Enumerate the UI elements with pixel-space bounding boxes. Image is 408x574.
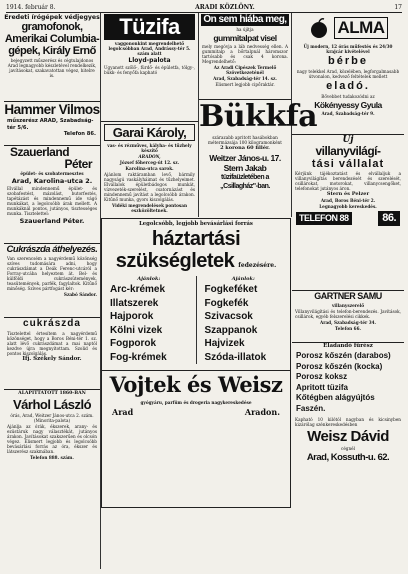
alma-line3: nagy telekkel Arad, közelében, legforgalmasabb útvonalon, kedvező feltételek mellett bbox=[296, 69, 400, 79]
cuk2-signature: Ifj. Székely Sándor. bbox=[22, 356, 82, 362]
haztart-right-col bbox=[197, 276, 291, 364]
garai-name: Garai Károly, bbox=[104, 124, 195, 141]
garai-city: ARADON, bbox=[138, 154, 161, 159]
alma-header bbox=[292, 13, 404, 43]
kiad-role: cégnél bbox=[340, 446, 356, 451]
ad-gummitalp bbox=[199, 14, 291, 100]
villany-address: Arad, Boros Béni-tér 2. bbox=[320, 198, 376, 203]
kiad-title: Eladandó fűrész bbox=[323, 343, 373, 349]
bukk-building: „Csillagház"-ban. bbox=[220, 183, 270, 190]
fuel-item: Apritott tüzifa bbox=[296, 382, 348, 392]
villany-phone: TELEFON 88 bbox=[296, 212, 352, 225]
haztart-left-item: Fogporok bbox=[110, 338, 157, 349]
ad-hammer bbox=[4, 102, 100, 146]
varhol-name: Várhol László bbox=[12, 397, 92, 412]
typewriter-body: bejegyzett műszerész és cégtulajdonos Arad legnagyobb készletével rendelkezik, javításokat, szakavatottan végez, hitelre is. bbox=[7, 58, 97, 78]
haztart-right-title: Ajánlok: bbox=[231, 276, 255, 282]
ad-varhol bbox=[4, 391, 100, 574]
alma-line5: Bővebbet tudakozódni az bbox=[321, 94, 375, 99]
gumi-title: Ön sem hiába meg, bbox=[201, 14, 289, 26]
gumi-line3: gummitalpat visel bbox=[213, 33, 277, 43]
villany-uj: Uj bbox=[342, 135, 354, 145]
kiad-body: Kapható 10 kilótól nagyban és kicsinyben kizárólag szénkereskedésben bbox=[295, 417, 401, 427]
gartner-name: GARTNER SAMU bbox=[314, 291, 382, 301]
ad-szauerland bbox=[4, 146, 100, 244]
bukk-title: Bükkfa bbox=[199, 99, 318, 134]
gumi-line2: ha újítja bbox=[236, 27, 254, 32]
varhol-founded: ALAPITTATOTT 1860-BAN bbox=[18, 391, 86, 396]
garai-address: József főherceg-út 12. sz. bbox=[119, 160, 180, 165]
kiad-name: Weisz Dávid bbox=[307, 428, 389, 445]
bukk-body: szárazabb apritott hasábokban métermázsája 100 kilogramonként bbox=[208, 135, 282, 145]
header-paper-name: ARADI KÖZLÖNY. bbox=[195, 4, 255, 11]
szauer-address: Arad, Karolina-utca 2. bbox=[11, 177, 93, 185]
haztart-right-item: Hajvizek bbox=[204, 338, 245, 349]
vojtek-city-right: Aradon. bbox=[244, 407, 280, 417]
column-1 bbox=[4, 13, 101, 569]
alma-line1: Üj modern, 12 órás műfestés és 24/30 krajcár kivételével bbox=[303, 44, 393, 54]
gartner-address: Arad, Szabadság-tér 34. bbox=[320, 320, 376, 325]
tuzifa-body: vaggononkint megrendelhető legolcsóbban Arad, Andrássy-tér 5. szám alatt bbox=[108, 41, 191, 56]
cukr-title: Cukrászda áthelyezés. bbox=[6, 244, 98, 255]
ad-cukraszda-2 bbox=[4, 318, 100, 390]
szauer-trade: épület- és szobatermesztes bbox=[20, 171, 84, 176]
vojtek-block bbox=[102, 370, 290, 417]
alma-name: Kökényessy Gyula bbox=[314, 100, 382, 110]
column-3 bbox=[199, 13, 318, 217]
vojtek-name: Vojtek és Weisz bbox=[109, 372, 283, 397]
gartner-phone: Telefon 66. bbox=[335, 326, 361, 331]
hammer-phone: Telefon 86. bbox=[63, 131, 96, 137]
garai-foot: Vidéki megrendelések pontosan eszközöltetnek. bbox=[111, 203, 188, 213]
cuk2-body: Tisztelettel értesítem a nagyérdemű közönséget, hogy a Boros Béni-tér 1. sz. alatt lévő cukrászdámat a mai naptól kezdve újra megnyitottam. Szolid és pontos kiszolgálás. bbox=[7, 331, 97, 356]
tuzifa-note: Ugyanott szőlő-, fürdő- és épületfa, tölgy-, bükk- és fenyőfa kapható bbox=[104, 65, 195, 75]
szauer-name-2: Péter bbox=[64, 157, 92, 171]
ad-alma bbox=[292, 13, 404, 135]
villany-body: Kérjünk tájékoztatást és elvállaljuk a villanyvilágítás berendezését és szerelését, csillárokat, motorokat, villanycsengőket, telefonokat jutányos áron. bbox=[295, 171, 401, 191]
haztart-left-item: Hajporok bbox=[110, 311, 154, 322]
ad-garai bbox=[101, 124, 198, 220]
apple-icon bbox=[308, 17, 330, 39]
typewriter-line3: Amerikai Columbia- bbox=[4, 33, 100, 45]
page-header bbox=[6, 4, 402, 13]
kiad-address: Arad, Kossuth-u. 62. bbox=[306, 452, 390, 463]
villany-firm: Stern és Pelzer bbox=[326, 191, 370, 197]
ad-gartner bbox=[292, 291, 404, 343]
szauer-body: Elvállal mindennemű épület- és szobafestést, mázolást, butorfestés, tapétázást és mindennemű ide vágó munkákat, a legolcsóbb árak mellett. A munkáknál pontos, jutányos, tisztességes munka. Tisztelettel: bbox=[7, 186, 97, 216]
varhol-address: órás, Arad, Weitzer János-utca 2. szám. (Minorita-palota) bbox=[10, 413, 94, 423]
alma-line2: bérbe bbox=[328, 55, 368, 67]
garai-address-2: Karolina-utca sarok. bbox=[125, 166, 174, 171]
varhol-phone: Telefon 888. szám. bbox=[30, 455, 74, 460]
varhol-body: Ajánlja az órák, ékszerek, arany- és ezüstáruk nagy választékát, jutányos árakon. Javításokat szakszerűen és olcsón végez. Elismert legjobb és legolcsóbb bevásárlási forrás az óra, ékszer és látszerész szakmában. bbox=[7, 424, 97, 454]
typewriter-line2: gramofonok, bbox=[21, 21, 83, 33]
haztart-left-title: Ajánlok: bbox=[137, 276, 161, 282]
haztart-left-item: Arc-krémek bbox=[110, 284, 166, 295]
szauer-name-1: Szauerland bbox=[10, 145, 70, 159]
ad-cukraszda bbox=[4, 244, 100, 318]
vojtek-city-row bbox=[112, 407, 280, 417]
gumi-address: Arad, Szabadság-tér 14. sz. bbox=[213, 76, 277, 81]
haztart-columns bbox=[102, 276, 290, 364]
ad-typewriter bbox=[4, 14, 100, 102]
vojtek-city-left: Arad bbox=[112, 407, 134, 417]
haztart-left-item: Illatszerek bbox=[110, 297, 159, 309]
bukk-shop: tüzifaüzletében a bbox=[221, 174, 269, 181]
haztart-left-col bbox=[102, 276, 197, 364]
villany-phone-row bbox=[296, 211, 400, 226]
typewriter-line1: Eredeti írógépek védjegyes bbox=[4, 14, 100, 21]
fuel-item: Porosz kőszén (kocka) bbox=[296, 361, 383, 371]
villany-title-2: tási vállalat bbox=[311, 158, 385, 170]
gartner-role: villanyszerelő bbox=[331, 303, 365, 308]
garai-role: vas- és rézműves, kályha- és tűzhely készítő bbox=[107, 143, 192, 153]
szauer-signature: Szauerland Péter. bbox=[19, 217, 85, 225]
garai-body: Ajánlom raktáramban levő, bármily nagyságú vaskályháimat és tűzhelyeimet. Elvállalok épületbádogos munkát, vízvezeték-szerelést, csatornázást és mindennemű javítást a legolcsóbb árakon. Kitűnő munka, gyors kiszolgálás. bbox=[104, 172, 195, 202]
column-4 bbox=[292, 13, 404, 569]
haztart-left-item: Fog-krémek bbox=[110, 351, 167, 363]
column-2 bbox=[101, 13, 199, 217]
vojtek-role: gyógyáru, parfüm és drogeria nagykereskedése bbox=[140, 400, 252, 405]
tuzifa-word: Lloyd-palota bbox=[128, 57, 171, 64]
villany-title: villanyvilágí- bbox=[315, 144, 381, 158]
gumi-tail: Elismert legjobb cipőraktár. bbox=[215, 82, 275, 87]
fuel-item: Kőtégben alágyújtós bbox=[296, 393, 375, 402]
alma-line4: eladó. bbox=[326, 80, 370, 92]
header-page-number: 17 bbox=[394, 4, 402, 11]
fuel-list bbox=[292, 351, 404, 414]
header-date: 1914. február 8. bbox=[6, 4, 56, 11]
typewriter-line4: gépek, Király Ernő bbox=[8, 45, 96, 57]
gartner-body: Villanyvilágítási és telefon-berendezés. Javítások, csillárok, egyéb felszerelési cikkek. bbox=[295, 309, 401, 319]
bukk-addr: Weitzer János-u. 17. bbox=[209, 153, 281, 163]
bukk-price: 2 korona 60 fillér. bbox=[220, 145, 270, 151]
hammer-name: Hammer Vilmos bbox=[4, 102, 100, 117]
haztart-right-item: Szivacsok bbox=[204, 311, 253, 322]
haztart-top: Legolcsóbb, legjobb bevásárlási forrás bbox=[139, 221, 253, 227]
ad-tuzifa bbox=[101, 14, 198, 122]
fuel-item: Porosz koksz bbox=[296, 372, 348, 381]
haztart-title-row bbox=[102, 250, 290, 272]
villany-slogan: Legnagyobb kereskedés. bbox=[319, 204, 377, 209]
alma-address: Arad, Szabadság-tér 9. bbox=[321, 111, 375, 116]
cuk2-title: cukrászda bbox=[23, 318, 81, 329]
gumi-who: Az Aradi Cipészek Termelő Szövetkezeténél bbox=[213, 65, 277, 75]
ad-bukkfa bbox=[199, 99, 318, 218]
haztart-title-1: háztartási bbox=[151, 228, 241, 250]
gumi-body: mely megóvja a láb nedvesség ellen. A gummitalp a bőrtalpnál háromszor tartósabb és csak 4 korona. Megrendelhető: bbox=[202, 44, 288, 64]
haztart-right-item: Fogkeféket bbox=[204, 284, 258, 295]
haztart-title-2: szükségletek bbox=[115, 250, 235, 272]
ad-villany bbox=[292, 135, 404, 291]
cukr-body: Van szerencsém a nagyérdemű közönség szíves tudomására adni, hogy cukrászdámat a Deák Ferenc-utcáról a Forray-utcába helyeztem át. Bel- és külföldi cukrászsütemények, teasütemények, parfék, fagylaltok. Kitűnő minőség. Szíves pártfogást kér: bbox=[7, 256, 97, 291]
ad-haztartasi bbox=[101, 218, 291, 508]
ad-weisz-david bbox=[292, 344, 404, 570]
haztart-title-3: fedezésére. bbox=[238, 262, 277, 269]
haztart-right-list bbox=[197, 283, 291, 364]
haztart-right-item: Szappanok bbox=[204, 324, 258, 336]
haztart-left-item: Kölni vizek bbox=[110, 324, 163, 336]
fuel-item: Porosz kőszén (darabos) bbox=[296, 351, 391, 360]
haztart-left-list bbox=[102, 283, 196, 364]
alma-word: ALMA bbox=[334, 17, 387, 39]
tuzifa-title: Tüzifa bbox=[104, 14, 195, 40]
haztart-right-item: Szóda-illatok bbox=[204, 351, 267, 363]
fuel-item: Faszén. bbox=[296, 403, 326, 413]
bukk-name: Stern Jakab bbox=[223, 163, 267, 173]
villany-phone-2: 86. bbox=[378, 211, 400, 226]
cukr-signature: Szabó Sándor. bbox=[63, 292, 97, 297]
haztart-right-item: Fogkefék bbox=[204, 297, 249, 309]
hammer-role: műszerész ARAD, Szabadság-tér 5/6. bbox=[7, 118, 94, 131]
